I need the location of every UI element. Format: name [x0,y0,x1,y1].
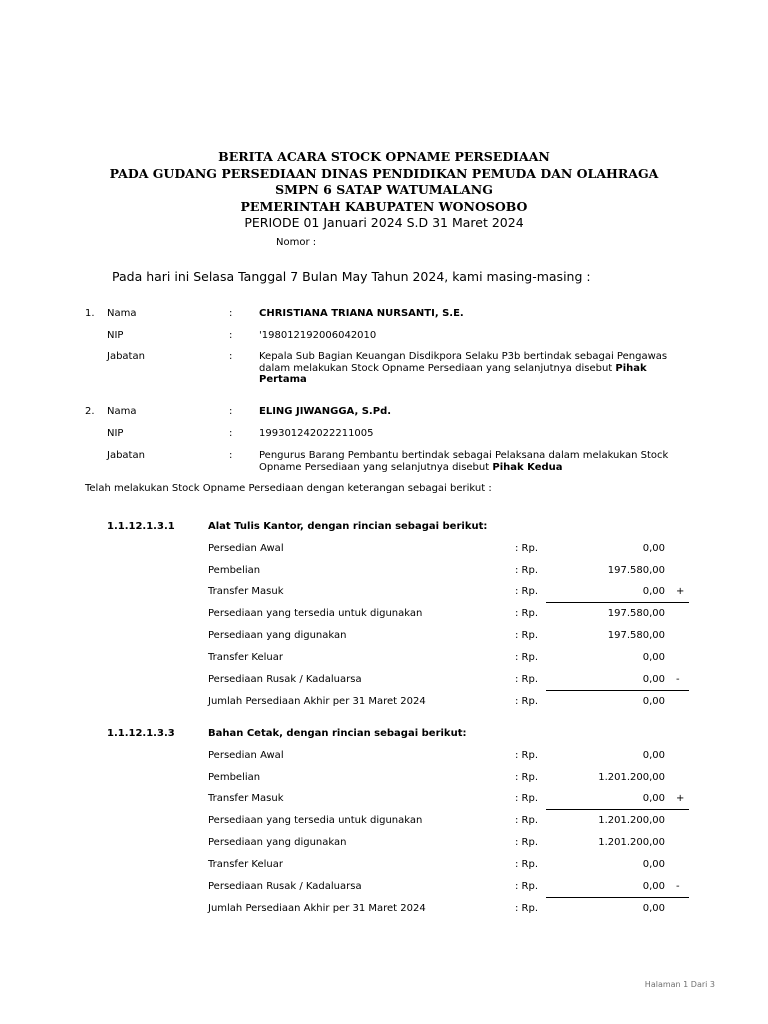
row-label: Persediaan Rusak / Kadaluarsa [208,674,362,685]
row-label: Persediaan yang digunakan [208,837,347,848]
party-number: 1. [85,308,95,319]
row-label: Transfer Masuk [208,793,284,804]
doc-title-line-1: BERITA ACARA STOCK OPNAME PERSEDIAAN [218,149,550,164]
operator-sign: + [676,793,685,804]
row-label: Persedian Awal [208,543,284,554]
currency-label: : Rp. [515,859,539,870]
colon: : [229,351,233,362]
currency-label: : Rp. [515,652,539,663]
row-label: Persediaan Rusak / Kadaluarsa [208,881,362,892]
ledger-row [0,543,768,557]
sum-underline [546,602,689,603]
currency-label: : Rp. [515,772,539,783]
ledger-row [0,881,768,895]
currency-label: : Rp. [515,793,539,804]
party-1-jabatan [259,351,679,386]
nama-label: Nama [107,406,137,417]
currency-label: : Rp. [515,608,539,619]
row-amount: 197.580,00 [607,630,665,641]
nama-label: Nama [107,308,137,319]
sum-underline [546,690,689,691]
row-amount: 0,00 [642,881,665,892]
section-code: 1.1.12.1.3.1 [107,521,175,532]
row-amount: 0,00 [642,674,665,685]
row-label: Persediaan yang tersedia untuk digunakan [208,608,423,619]
currency-label: : Rp. [515,881,539,892]
party-1-nip: '198012192006042010 [259,330,377,341]
row-label: Pembelian [208,565,261,576]
section-title: Alat Tulis Kantor, dengan rincian sebagai berikut: [208,521,488,532]
currency-label: : Rp. [515,815,539,826]
currency-label: : Rp. [515,565,539,576]
operator-sign: - [676,674,680,685]
sum-underline [546,897,689,898]
nip-label: NIP [107,428,124,439]
intro-text: Pada hari ini Selasa Tanggal 7 Bulan May Tahun 2024, kami masing-masing : [112,269,591,284]
row-amount: 0,00 [642,543,665,554]
row-amount: 0,00 [642,859,665,870]
operator-sign: - [676,881,680,892]
jabatan-label: Jabatan [107,450,145,461]
sum-underline [546,809,689,810]
ledger-row [0,652,768,666]
nomor-label: Nomor : [276,237,317,248]
ledger-row [0,772,768,786]
telah-text: Telah melakukan Stock Opname Persediaan dengan keterangan sebagai berikut : [85,483,492,494]
row-amount: 1.201.200,00 [598,815,665,826]
jabatan-text: Kepala Sub Bagian Keuangan Disdikpora Selaku P3b bertindak sebagai Pengawas dalam melakukan Stock Opname Persediaan yang selanjutnya disebut [259,351,668,374]
party-number: 2. [85,406,95,417]
section-code: 1.1.12.1.3.3 [107,728,175,739]
row-label: Persedian Awal [208,750,284,761]
row-amount: 0,00 [642,652,665,663]
row-amount: 0,00 [642,696,665,707]
doc-title-line-3: SMPN 6 SATAP WATUMALANG [275,182,493,197]
ledger-row [0,565,768,579]
colon: : [229,428,233,439]
doc-title-line-4: PEMERINTAH KABUPATEN WONOSOBO [240,199,528,214]
ledger-row [0,674,768,688]
currency-label: : Rp. [515,586,539,597]
section-title: Bahan Cetak, dengan rincian sebagai berikut: [208,728,467,739]
ledger-row [0,586,768,600]
row-label: Transfer Masuk [208,586,284,597]
jabatan-label: Jabatan [107,351,145,362]
row-amount: 197.580,00 [607,565,665,576]
ledger-row [0,837,768,851]
party-2-name: ELING JIWANGGA, S.Pd. [259,406,392,417]
ledger-row [0,859,768,873]
ledger-row-total [0,696,768,710]
ledger-row [0,815,768,829]
row-amount: 0,00 [642,793,665,804]
row-amount: 1.201.200,00 [598,772,665,783]
page-footer: Halaman 1 Dari 3 [644,980,715,989]
currency-label: : Rp. [515,630,539,641]
colon: : [229,308,233,319]
row-label: Transfer Keluar [208,652,283,663]
currency-label: : Rp. [515,837,539,848]
row-amount: 0,00 [642,903,665,914]
colon: : [229,406,233,417]
row-label: Jumlah Persediaan Akhir per 31 Maret 2024 [208,696,426,707]
jabatan-party-role: Pihak Pertama [259,362,647,385]
ledger-row-total [0,903,768,917]
colon: : [229,330,233,341]
currency-label: : Rp. [515,750,539,761]
row-label: Persediaan yang digunakan [208,630,347,641]
periode-line: PERIODE 01 Januari 2024 S.D 31 Maret 2024 [244,215,524,230]
party-2-nip: 199301242022211005 [259,428,374,439]
row-amount: 0,00 [642,750,665,761]
row-amount: 1.201.200,00 [598,837,665,848]
ledger-row [0,630,768,644]
ledger-row [0,608,768,622]
row-label: Jumlah Persediaan Akhir per 31 Maret 2024 [208,903,426,914]
party-2-jabatan [259,450,679,473]
colon: : [229,450,233,461]
doc-title-line-2: PADA GUDANG PERSEDIAAN DINAS PENDIDIKAN PEMUDA DAN OLAHRAGA [109,166,659,181]
row-label: Transfer Keluar [208,859,283,870]
row-amount: 0,00 [642,586,665,597]
currency-label: : Rp. [515,674,539,685]
party-1-name: CHRISTIANA TRIANA NURSANTI, S.E. [259,308,464,319]
ledger-row [0,750,768,764]
currency-label: : Rp. [515,696,539,707]
jabatan-party-role: Pihak Kedua [492,461,563,473]
operator-sign: + [676,586,685,597]
nip-label: NIP [107,330,124,341]
currency-label: : Rp. [515,543,539,554]
row-label: Persediaan yang tersedia untuk digunakan [208,815,423,826]
row-amount: 197.580,00 [607,608,665,619]
currency-label: : Rp. [515,903,539,914]
row-label: Pembelian [208,772,261,783]
jabatan-text: Pengurus Barang Pembantu bertindak sebagai Pelaksana dalam melakukan Stock Opname Persediaan yang selanjutnya disebut [259,450,669,473]
ledger-row [0,793,768,807]
